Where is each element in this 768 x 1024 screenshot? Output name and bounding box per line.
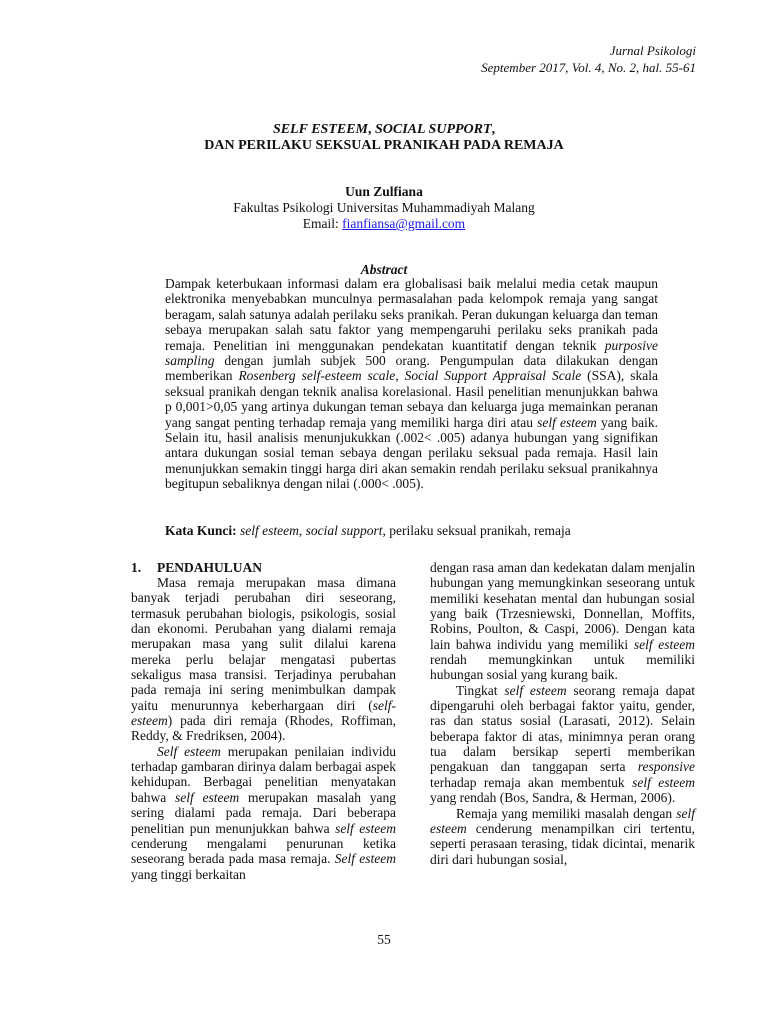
keyword-social-support: social support bbox=[305, 523, 383, 538]
paragraph-italic: self esteem bbox=[335, 820, 397, 836]
author-name: Uun Zulfiana bbox=[345, 184, 423, 199]
paragraph bbox=[430, 560, 695, 683]
paragraph-italic: self esteem bbox=[504, 682, 567, 698]
paragraph-text: cenderung mengalami penurunan ketika seseorang berada pada masa remaja. bbox=[131, 835, 396, 867]
paragraph bbox=[131, 575, 396, 744]
right-column bbox=[430, 560, 695, 867]
paragraph-text: Masa remaja merupakan masa dimana banyak terjadi perubahan diri seseorang, termasuk perubahan biologis, psikologis, sosial dan ekonomi. Perubahan yang dialami remaja merupakan masa yang sulit dilalui karena mereka perlu belajar mengatasi pubertas sekaligus masa transisi. Terjadinya perubahan pada remaja ini sering menimbulkan dampak yaitu menurunnya keberhargaan diri ( bbox=[131, 575, 396, 713]
paragraph-text: merupakan masalah yang sering dialami pada remaja. Dari beberapa penelitian pun menunjukkan bahwa bbox=[131, 789, 396, 836]
paragraph-text: Remaja yang memiliki masalah dengan bbox=[456, 805, 677, 821]
paragraph-text: ) pada diri remaja (Rhodes, Roffiman, Reddy, & Fredriksen, 2004). bbox=[131, 713, 396, 744]
title-separator: , bbox=[368, 122, 375, 137]
abstract-text: Dampak keterbukaan informasi dalam era globalisasi baik melalui media cetak maupun elektronika menyebabkan munculnya permasalahan pada kelompok remaja yang sangat beragam, salah satunya adalah perilaku seks pranikah. Peran dukungan keluarga dan teman sebaya merupakan salah satu faktor yang mempengaruhi perilaku seks pranikah pada remaja. Penelitian ini menggunakan pendekatan kuantitatif dengan teknik bbox=[165, 276, 658, 353]
section-number: 1. bbox=[131, 560, 142, 575]
author-affiliation: Fakultas Psikologi Universitas Muhammadiyah Malang bbox=[233, 200, 535, 215]
paragraph-text: terhadap remaja akan membentuk bbox=[430, 774, 633, 790]
title-term-social-support: SOCIAL SUPPORT bbox=[375, 122, 492, 137]
article-title-line1 bbox=[0, 122, 768, 138]
author-email-line bbox=[0, 216, 768, 232]
paragraph bbox=[131, 744, 396, 882]
paragraph bbox=[430, 806, 695, 867]
paragraph-text: merupakan penilaian individu terhadap gambaran dirinya dalam berbagai aspek kehidupan. Berbagai penelitian menyatakan bahwa bbox=[131, 743, 397, 805]
paragraph bbox=[430, 683, 695, 806]
keyword-self-esteem: self esteem bbox=[240, 523, 299, 538]
keywords-label: Kata Kunci: bbox=[165, 523, 237, 538]
left-column bbox=[131, 575, 396, 882]
email-link[interactable]: fianfiansa@gmail.com bbox=[342, 216, 466, 231]
article-title-line2: DAN PERILAKU SEKSUAL PRANIKAH PADA REMAJA bbox=[204, 138, 564, 153]
abstract-heading: Abstract bbox=[360, 262, 408, 277]
paragraph-text: cenderung menampilkan ciri tertentu, seperti perasaan terasing, tidak dicintai, menarik diri dari hubungan sosial, bbox=[430, 820, 695, 867]
keywords-line bbox=[165, 523, 571, 539]
paragraph-italic: responsive bbox=[637, 759, 695, 775]
journal-issue: September 2017, Vol. 4, No. 2, hal. 55-61 bbox=[481, 60, 696, 75]
abstract-italic: self esteem bbox=[537, 414, 597, 430]
section-title: PENDAHULUAN bbox=[157, 560, 263, 575]
abstract-text: dengan jumlah subjek 500 orang. Pengumpulan data dilakukan dengan memberikan bbox=[165, 353, 658, 384]
paragraph-text: dengan rasa aman dan kedekatan dalam menjalin hubungan yang memungkinkan seseorang untuk memiliki kesehatan mental dan hubungan sosial yang baik (Trzesniewski, Donnellan, Moffits, Robins, Poulton, & Caspi, 2006). Dengan kata lain bahwa individu yang memiliki bbox=[430, 560, 695, 652]
abstract-text: (SSA), skala seksual pranikah dengan teknik analisa korelasional. Hasil penelitian menunjukkan bahwa p 0,001>0,05 yang artinya dukungan teman sebaya dan keluarga juga memainkan peranan yang sangat penting terhadap remaja yang memiliki harga diri atau bbox=[165, 368, 658, 430]
paragraph-italic: self esteem bbox=[633, 636, 695, 652]
abstract-italic: purposive sampling bbox=[165, 337, 658, 369]
page-number: 55 bbox=[377, 932, 391, 947]
paragraph-italic: self-esteem bbox=[131, 697, 396, 729]
section-heading bbox=[131, 560, 262, 575]
paragraph-text: rendah memungkinkan untuk memiliki hubungan sosial yang kurang baik. bbox=[430, 652, 695, 683]
paragraph-italic: Self esteem bbox=[157, 743, 221, 759]
paragraph-text: Tingkat bbox=[456, 682, 505, 698]
abstract-text: yang baik. Selain itu, hasil analisis menunjukukkan (.002< .005) adanya hubungan yang signifikan antara dukungan sosial teman sebaya dengan perilaku seksual pada remaja. Hasil lain menunjukkan semakin tinggi harga diri akan semakin rendah perilaku seksual pranikahnya begitupun sebaliknya dengan nilai (.000< .005). bbox=[165, 414, 658, 492]
abstract-body bbox=[165, 276, 658, 492]
paragraph-italic: Self esteem bbox=[334, 851, 396, 867]
paragraph-text: yang tinggi berkaitan bbox=[131, 866, 246, 882]
title-term-self-esteem: SELF ESTEEM bbox=[272, 122, 368, 137]
title-separator: , bbox=[491, 122, 496, 137]
keyword-separator: , bbox=[298, 523, 306, 538]
paragraph-italic: self esteem bbox=[430, 805, 695, 836]
paragraph-text: yang rendah (Bos, Sandra, & Herman, 2006). bbox=[430, 790, 676, 806]
email-label: Email: bbox=[302, 216, 343, 231]
abstract-italic: Rosenberg self-esteem scale, Social Support Appraisal Scale bbox=[238, 368, 582, 384]
keywords-rest: , perilaku seksual pranikah, remaja bbox=[382, 523, 571, 538]
journal-name: Jurnal Psikologi bbox=[609, 43, 696, 58]
paragraph-italic: self esteem bbox=[175, 789, 240, 805]
paragraph-italic: self esteem bbox=[632, 774, 695, 790]
paragraph-text: seorang remaja dapat dipengaruhi oleh berbagai faktor yaitu, gender, ras dan status sosial (Larasati, 2012). Selain beberapa faktor di atas, minimnya peran orang tua dalam bersikap seperti memberikan pengakuan dan tanggapan serta bbox=[430, 682, 695, 775]
